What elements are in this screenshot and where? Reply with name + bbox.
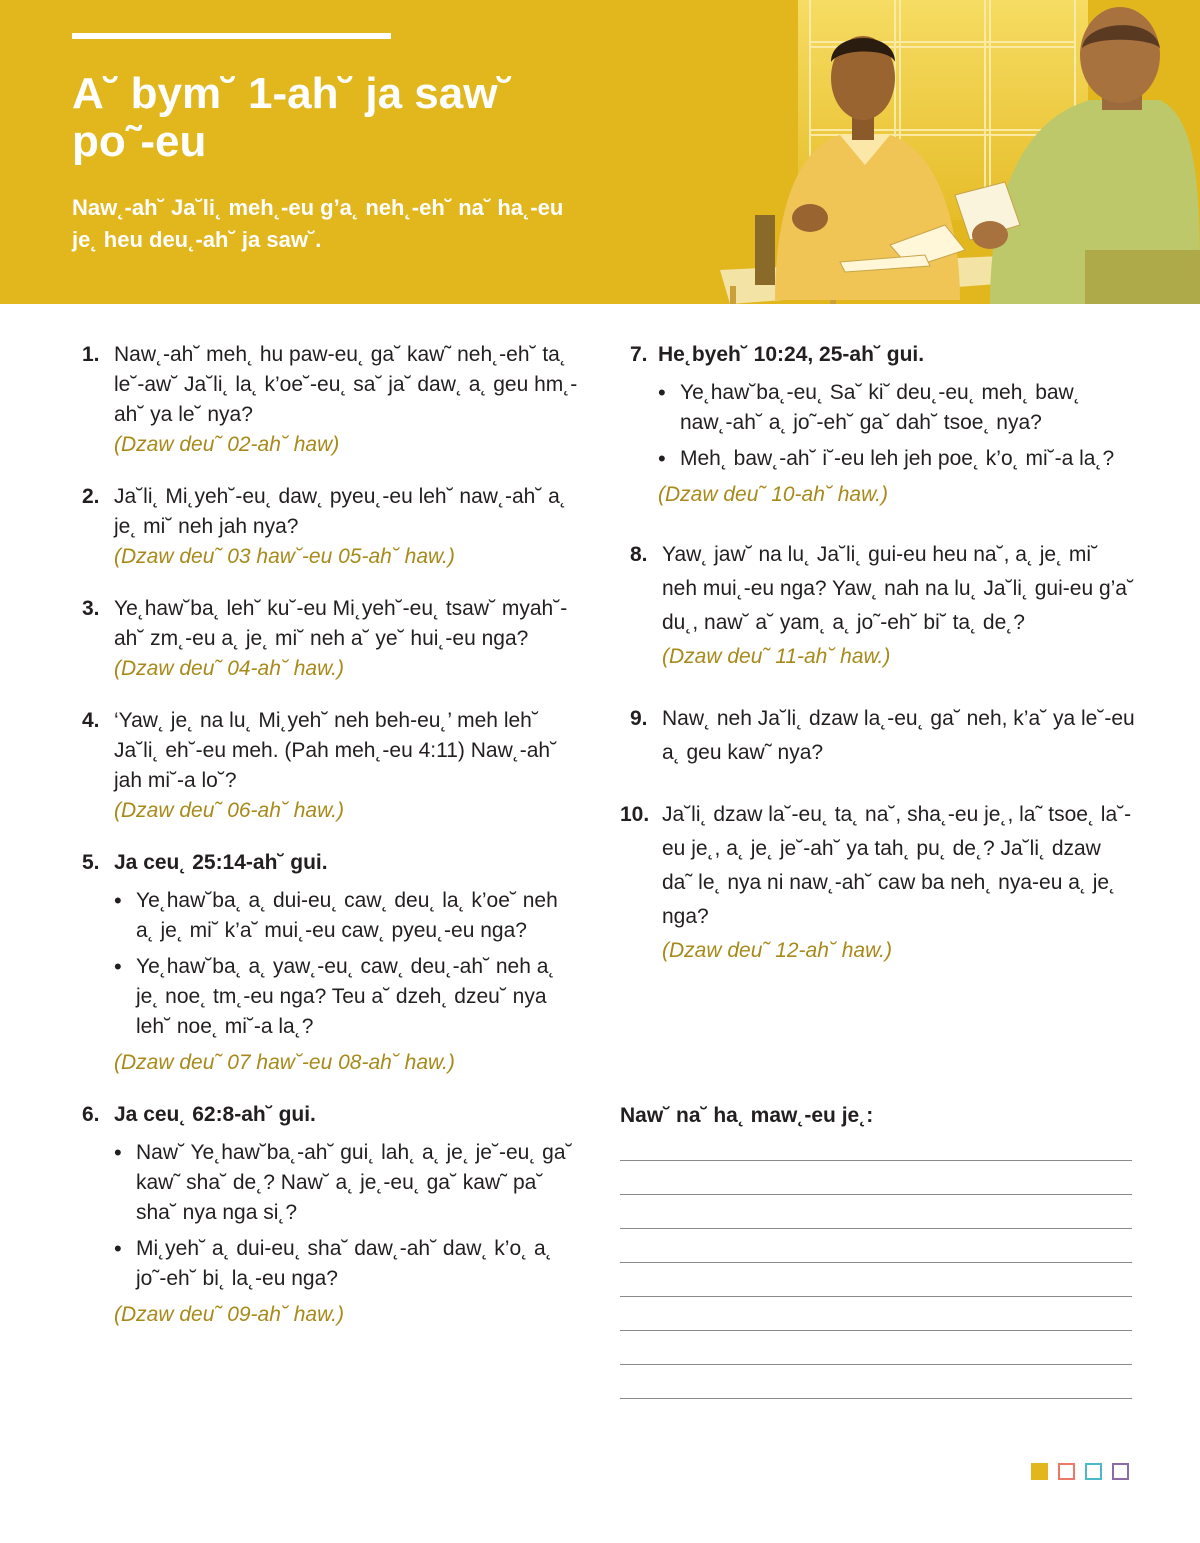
question-number: 8.: [630, 543, 648, 566]
note-line[interactable]: [620, 1364, 1132, 1365]
question-10: [620, 798, 1135, 968]
question-text: Naw˛-ah˘ meh˛ hu paw-eu˛ ga˘ kaw˜ neh˛-eh˘ ta˛ le˘-aw˘ Ja˘li˛ la˛ k’oe˘-eu˛ sa˘ ja˘ daw˛ a˛ geu hm˛-ah˘ ya le˘ nya?: [114, 343, 578, 426]
note-line[interactable]: [620, 1398, 1132, 1399]
footer-square-filled: [1031, 1463, 1048, 1480]
question-5: [82, 848, 582, 1078]
scripture-instruction: He˛byeh˘ 10:24, 25-ah˘ gui.: [658, 343, 925, 366]
question-text: ‘Yaw˛ je˛ na lu˛ Mi˛yeh˘ neh beh-eu˛’ meh leh˘ Ja˘li˛ eh˘-eu meh. (Pah meh˛-eu 4:11) Naw˛-ah˘ jah mi˘-a lo˘?: [114, 709, 558, 792]
paragraph-reference: (Dzaw deu˜ 10-ah˘ haw.): [658, 483, 888, 506]
note-line[interactable]: [620, 1330, 1132, 1331]
paragraph-reference: (Dzaw deu˜ 02-ah˘ haw): [114, 433, 340, 456]
bullet-list: [114, 886, 582, 1042]
note-line[interactable]: [620, 1228, 1132, 1229]
question-9: [620, 702, 1135, 770]
bullet-question: • Meh˛ baw˛-ah˘ i˘-eu leh jeh poe˛ k’o˛ mi˘-a la˛?: [658, 444, 1135, 474]
bullet-question: • Ye˛haw˘ba˛ a˛ yaw˛-eu˛ caw˛ deu˛-ah˘ neh a˛ je˛ noe˛ tm˛-eu nga? Teu a˘ dzeh˛ dzeu˘ nya leh˘ noe˛ mi˘-a la˛?: [114, 952, 582, 1042]
bullet-question: • Ye˛haw˘ba˛ a˛ dui-eu˛ caw˛ deu˛ la˛ k’oe˘ neh a˛ je˛ mi˘ k’a˘ mui˛-eu caw˛ pyeu˛-eu nga?: [114, 886, 582, 946]
conversation-illustration: [690, 0, 1200, 304]
scripture-instruction: Ja ceu˛ 62:8-ah˘ gui.: [114, 1103, 316, 1126]
question-text: Naw˛ neh Ja˘li˛ dzaw la˛-eu˛ ga˘ neh, k’a˘ ya le˘-eu a˛ geu kaw˜ nya?: [662, 707, 1135, 764]
note-line[interactable]: [620, 1296, 1132, 1297]
question-number: 6.: [82, 1103, 100, 1126]
question-number: 1.: [82, 343, 100, 366]
footer-square-outline: [1112, 1463, 1129, 1480]
note-line[interactable]: [620, 1160, 1132, 1161]
question-text: Ja˘li˛ Mi˛yeh˘-eu˛ daw˛ pyeu˛-eu leh˘ naw˛-ah˘ a˛ je˛ mi˘ neh jah nya?: [114, 485, 567, 538]
question-number: 5.: [82, 851, 100, 874]
question-4: [82, 706, 582, 826]
bullet-list: [114, 1138, 582, 1294]
paragraph-reference: (Dzaw deu˜ 12-ah˘ haw.): [662, 939, 892, 962]
question-number: 10.: [620, 803, 650, 826]
question-number: 7.: [630, 343, 648, 366]
header-rule: [72, 33, 391, 39]
paragraph-reference: (Dzaw deu˜ 04-ah˘ haw.): [114, 657, 344, 680]
question-number: 4.: [82, 709, 100, 732]
question-number: 9.: [630, 707, 648, 730]
paragraph-reference: (Dzaw deu˜ 11-ah˘ haw.): [662, 645, 891, 668]
note-line[interactable]: [620, 1262, 1132, 1263]
footer-square-outline: [1058, 1463, 1075, 1480]
question-text: Ye˛haw˘ba˛ leh˘ ku˘-eu Mi˛yeh˘-eu˛ tsaw˘ myah˘-ah˘ zm˛-eu a˛ je˛ mi˘ neh a˘ ye˘ hui˛-eu nga?: [114, 597, 568, 650]
question-number: 2.: [82, 485, 100, 508]
bullet-list: [658, 378, 1135, 474]
question-text: Yaw˛ jaw˘ na lu˛ Ja˘li˛ gui-eu heu na˘, a˛ je˛ mi˘ neh mui˛-eu nga? Yaw˛ nah na lu˛ Ja˘li˛ gui-eu g’a˘ du˛, naw˘ a˘ yam˛ a˛ jo˜-eh˘ bi˘ ta˛ de˛?: [662, 543, 1134, 634]
question-7: [620, 340, 1135, 510]
bullet-question: • Mi˛yeh˘ a˛ dui-eu˛ sha˘ daw˛-ah˘ daw˛ k’o˛ a˛ jo˜-eh˘ bi˛ la˛-eu nga?: [114, 1234, 582, 1294]
question-3: [82, 594, 582, 684]
page-subtitle: Naw˛-ah˘ Ja˘li˛ meh˛-eu g’a˛ neh˛-eh˘ na˘ ha˛-eu je˛ heu deu˛-ah˘ ja saw˘.: [72, 195, 564, 252]
page-title: A˘ bym˘ 1-ah˘ ja saw˘ po˜-eu: [72, 69, 513, 166]
bullet-question: • Ye˛haw˘ba˛-eu˛ Sa˘ ki˘ deu˛-eu˛ meh˛ baw˛ naw˛-ah˘ a˛ jo˜-eh˘ ga˘ dah˘ tsoe˛ nya?: [658, 378, 1135, 438]
note-line[interactable]: [620, 1194, 1132, 1195]
question-1: [82, 340, 582, 460]
bullet-question: • Naw˘ Ye˛haw˘ba˛-ah˘ gui˛ lah˛ a˛ je˛ je˘-eu˛ ga˘ kaw˜ sha˘ de˛? Naw˘ a˛ je˛-eu˛ ga˘ kaw˜ pa˘ sha˘ nya nga si˛?: [114, 1138, 582, 1228]
question-text: Ja˘li˛ dzaw la˘-eu˛ ta˛ na˘, sha˛-eu je˛, la˜ tsoe˛ la˘-eu je˛, a˛ je˛ je˘-ah˘ ya tah˛ pu˛ de˛? Ja˘li˛ dzaw da˜ le˛ nya ni naw˛-ah˘ caw ba neh˛ nya-eu a˛ je˛ nga?: [662, 803, 1132, 928]
header-banner: [0, 0, 1200, 304]
questions-right-column: [620, 340, 1135, 968]
questions-left-column: [82, 340, 582, 1330]
scripture-instruction: Ja ceu˛ 25:14-ah˘ gui.: [114, 851, 328, 874]
notes-label: Naw˘ na˘ ha˛ maw˛-eu je˛:: [620, 1104, 874, 1127]
paragraph-reference: (Dzaw deu˜ 09-ah˘ haw.): [114, 1303, 344, 1326]
question-6: [82, 1100, 582, 1330]
question-number: 3.: [82, 597, 100, 620]
paragraph-reference: (Dzaw deu˜ 07 haw˘-eu 08-ah˘ haw.): [114, 1051, 455, 1074]
question-8: [620, 538, 1135, 674]
paragraph-reference: (Dzaw deu˜ 03 haw˘-eu 05-ah˘ haw.): [114, 545, 455, 568]
question-2: [82, 482, 582, 572]
paragraph-reference: (Dzaw deu˜ 06-ah˘ haw.): [114, 799, 344, 822]
footer-square-outline: [1085, 1463, 1102, 1480]
